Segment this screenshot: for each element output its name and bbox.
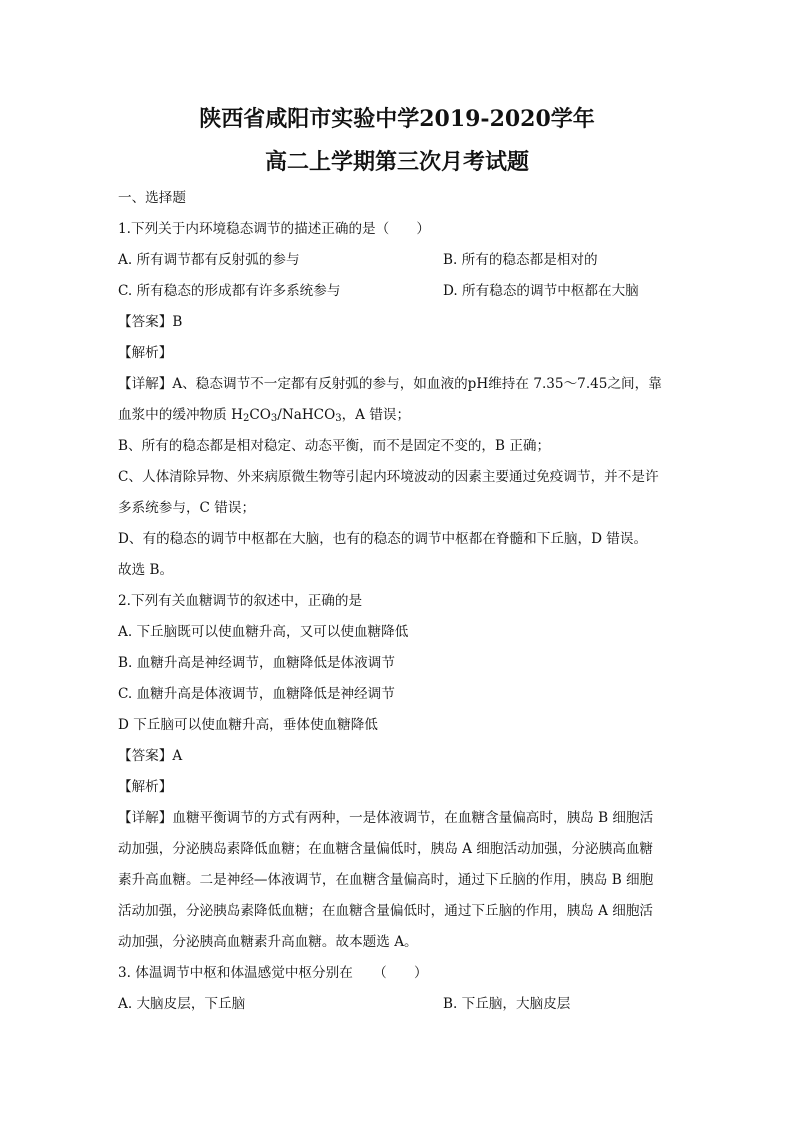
q2-detail-line-2: 动加强，分泌胰岛素降低血糖；在血糖含量偏低时，胰岛 A 细胞活动加强，分泌胰高血糖: [118, 841, 654, 857]
q1-sub-1: 2: [242, 413, 250, 424]
q2-detail-line-3: 素升高血糖。二是神经—体液调节，在血糖含量偏高时，通过下丘脑的作用，胰岛 B 细胞: [118, 872, 654, 888]
q2-option-d: D 下丘脑可以使血糖升高，垂体使血糖降低: [118, 717, 378, 733]
document-body: [118, 183, 680, 1020]
q1-sub-3: 3: [335, 413, 342, 424]
q1-options-row2: [118, 276, 680, 307]
q2-option-c: C. 血糖升高是体液调节，血糖降低是神经调节: [118, 686, 395, 702]
q1-explain-d: D、有的稳态的调节中枢都在大脑，也有的稳态的调节中枢都在脊髓和下丘脑，D 错误。: [118, 531, 648, 547]
q2-detail-line-4: 活动加强，分泌胰岛素降低血糖；在血糖含量偏低时，通过下丘脑的作用，胰岛 A 细胞活: [118, 903, 654, 919]
q1-options-row1: [118, 245, 680, 276]
q1-detail-text-2d: ，A 错误；: [341, 407, 411, 423]
q3-options-row1: [118, 989, 680, 1020]
q1-detail-text-2a: 血浆中的缓冲物质 H: [118, 407, 243, 423]
document-title: 陕西省咸阳市实验中学2019-2020学年: [199, 106, 595, 132]
q1-explain-c-2: 多系统参与，C 错误；: [118, 500, 256, 516]
q1-detail-text-2b: CO: [249, 407, 271, 423]
q1-analysis-heading: 【解析】: [118, 345, 173, 361]
q3-option-b: B. 下丘脑，大脑皮层: [443, 996, 571, 1012]
q2-answer: 【答案】A: [118, 748, 183, 764]
q2-option-a: A. 下丘脑既可以使血糖升高，又可以使血糖降低: [118, 624, 409, 640]
q1-option-c: C. 所有稳态的形成都有许多系统参与: [118, 283, 341, 299]
q2-detail-text-1: 血糖平衡调节的方式有两种，一是体液调节，在血糖含量偏高时，胰岛 B 细胞活: [172, 810, 654, 826]
q2-detail-line-1: [118, 803, 680, 834]
q3-option-a: A. 大脑皮层，下丘脑: [118, 996, 246, 1012]
document-subtitle: 高二上学期第三次月考试题: [264, 149, 529, 175]
q2-option-b: B. 血糖升高是神经调节，血糖降低是体液调节: [118, 655, 395, 671]
q2-detail-line-5: 动加强，分泌胰高血糖素升高血糖。故本题选 A。: [118, 934, 418, 950]
q3-stem: 3. 体温调节中枢和体温感觉中枢分别在 （ ）: [118, 965, 428, 981]
q1-detail-line-1: [118, 369, 680, 400]
q1-explain-b: B、所有的稳态都是相对稳定、动态平衡，而不是固定不变的，B 正确；: [118, 438, 551, 454]
q1-detail-text-1: A、稳态调节不一定都有反射弧的参与，如血液的pH维持在 7.35～7.45之间，靠: [172, 376, 662, 392]
q2-detail-tag: 【详解】: [118, 810, 173, 826]
q1-option-d: D. 所有稳态的调节中枢都在大脑: [443, 283, 639, 299]
q1-detail-line-2: [118, 400, 680, 431]
q1-option-b: B. 所有的稳态都是相对的: [443, 252, 598, 268]
q1-stem: 1.下列关于内环境稳态调节的描述正确的是（ ）: [118, 221, 431, 237]
q1-detail-tag: 【详解】: [118, 376, 173, 392]
q1-option-a: A. 所有调节都有反射弧的参与: [118, 252, 300, 268]
q1-sub-2: 3: [270, 413, 278, 424]
q1-answer: 【答案】B: [118, 314, 183, 330]
q1-detail-text-2c: /NaHCO: [277, 407, 336, 423]
q1-conclusion: 故选 B。: [118, 562, 174, 578]
q1-explain-c-1: C、人体清除异物、外来病原微生物等引起内环境波动的因素主要通过免疫调节，并不是许: [118, 469, 659, 485]
section-heading: 一、选择题: [118, 190, 186, 206]
q2-analysis-heading: 【解析】: [118, 779, 173, 795]
q2-stem: 2.下列有关血糖调节的叙述中，正确的是: [118, 593, 363, 609]
